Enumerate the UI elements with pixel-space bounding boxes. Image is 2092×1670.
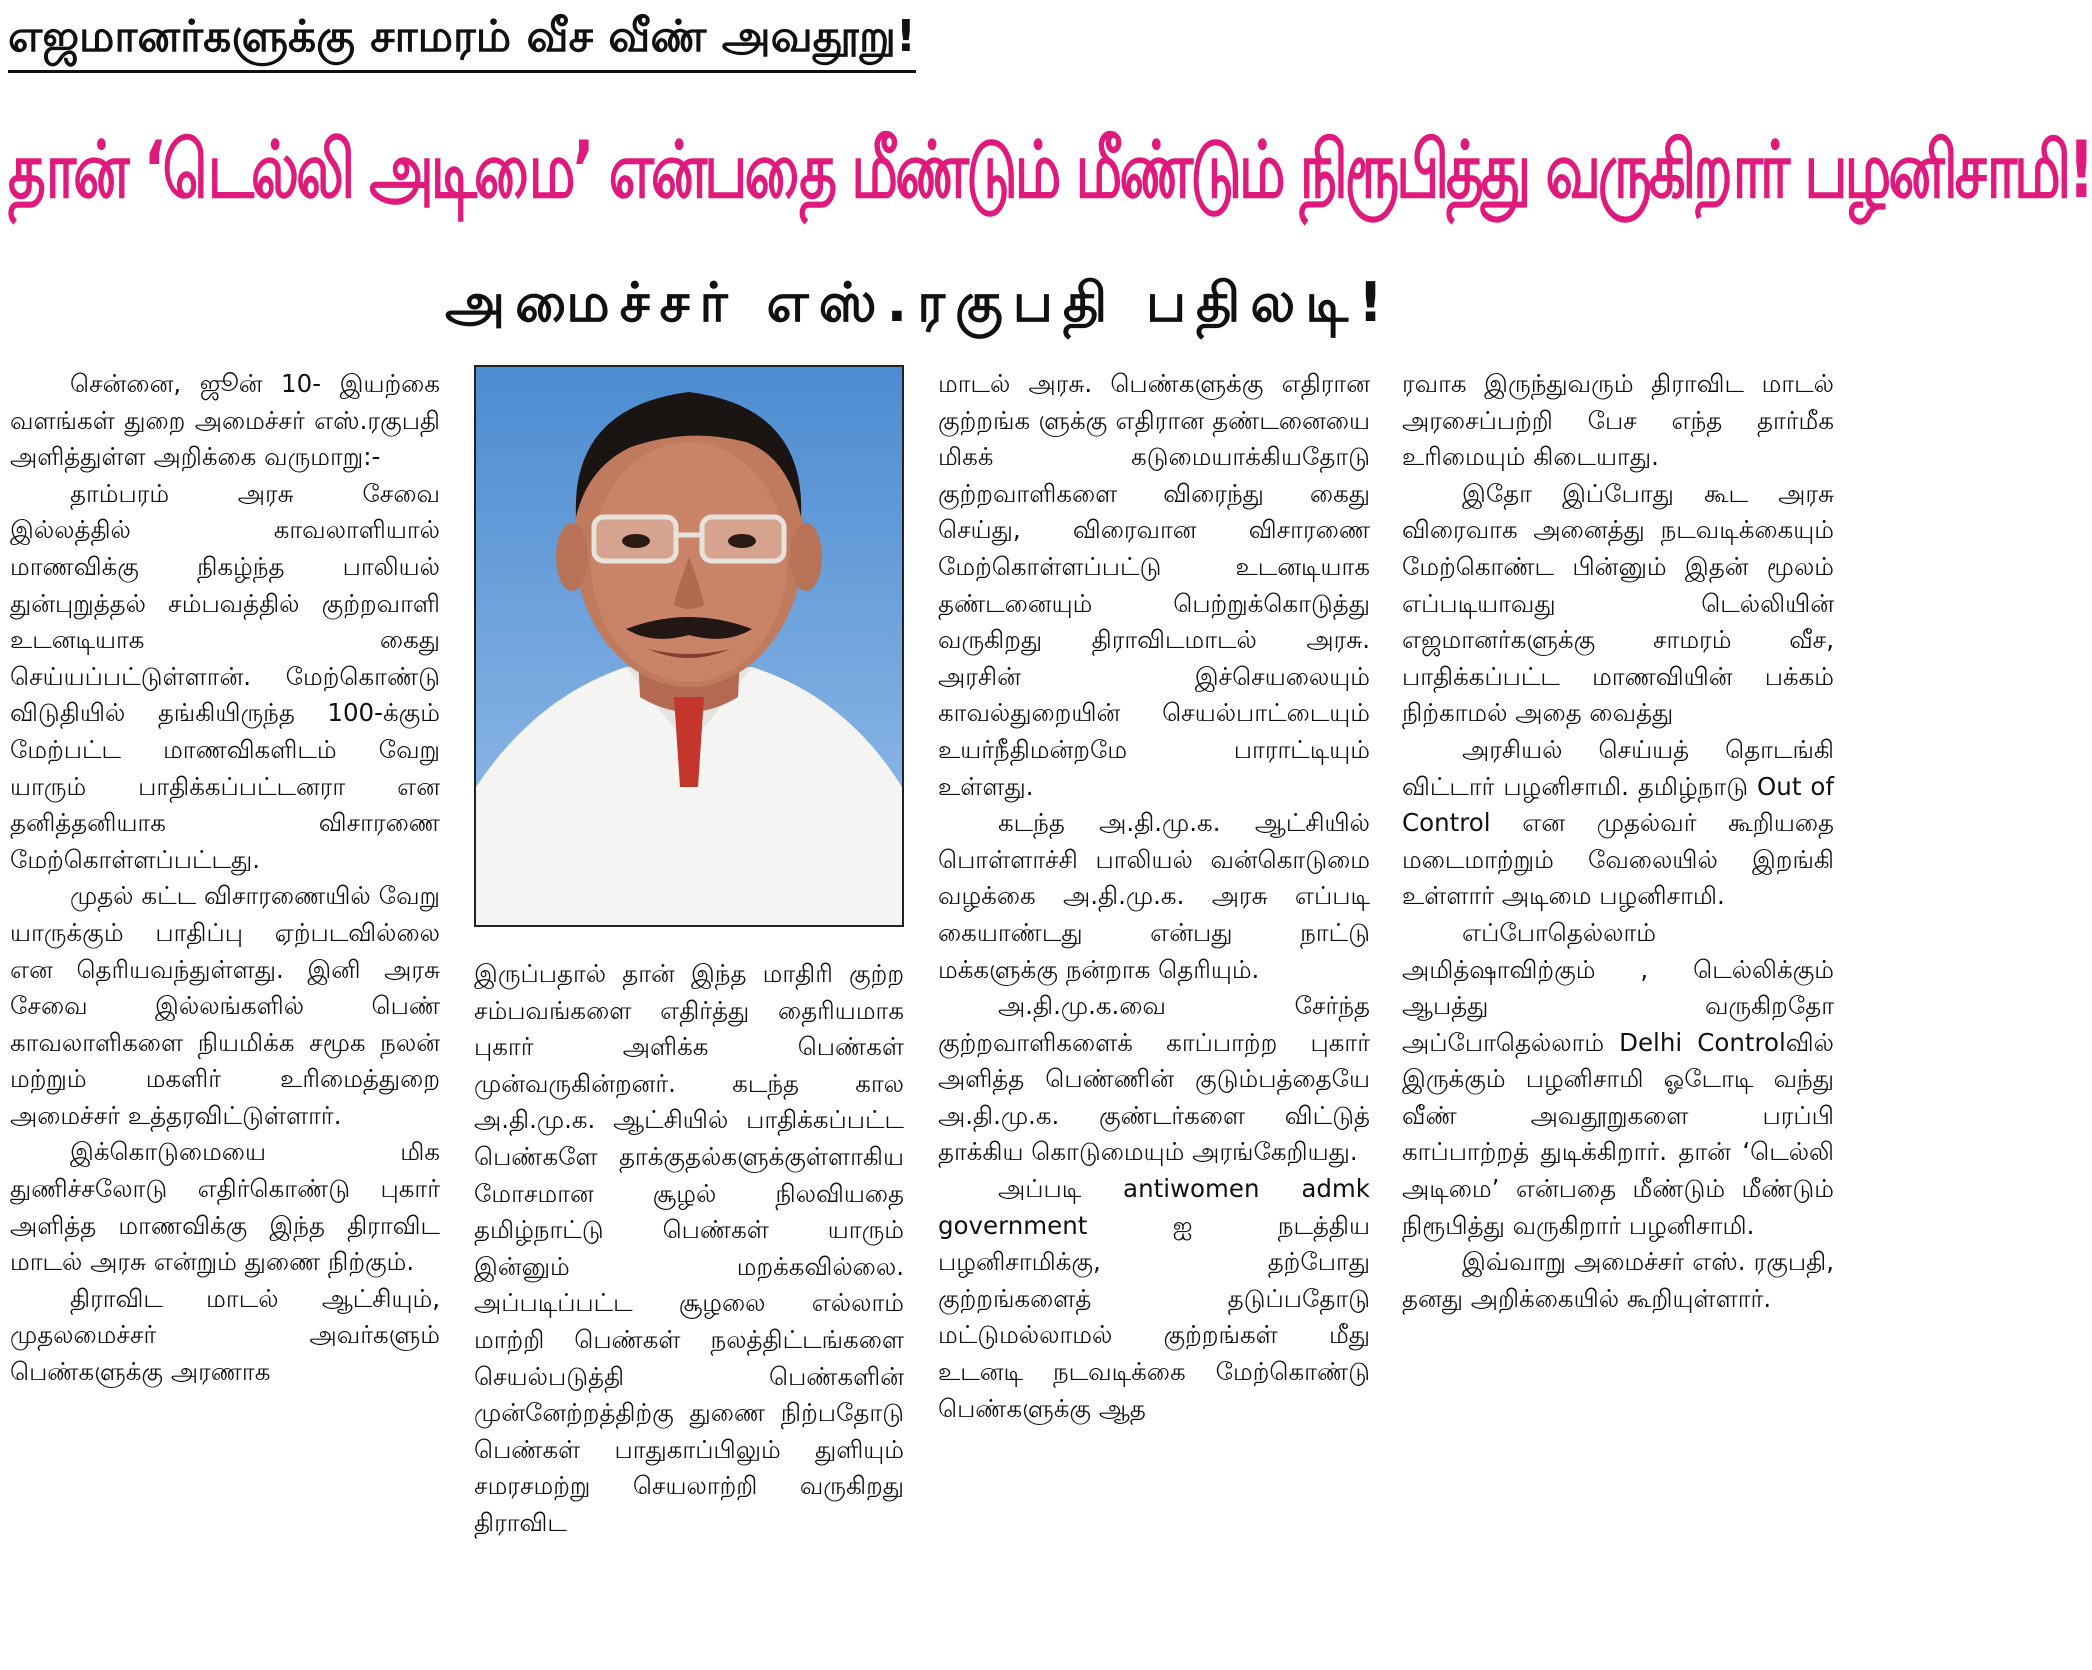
paragraph: அரசியல் செய்யத் தொடங்கி விட்டார் பழனிசாமி. தமிழ்நாடு Out of Control என முதல்வர் கூறியதை மடைமாற்றும் வேலையில் இறங்கி உள்ளார் அடிமை பழனிசாமி. [1402, 734, 1834, 911]
paragraph: தாம்பரம் அரசு சேவை இல்லத்தில் காவலாளியால் மாணவிக்கு நிகழ்ந்த பாலியல் துன்புறுத்தல் சம்பவத்தில் குற்றவாளி உடனடியாக கைது செய்யப்பட்டுள்ளான். மேற்கொண்டு விடுதியில் தங்கியிருந்த 100-க்கும் மேற்பட்ட மாணவிகளிடம் வேறு யாரும் பாதிக்கப்பட்டனரா என தனித்தனியாக விசாரணை மேற்கொள்ளப்பட்டது. [10, 478, 440, 874]
kicker-headline: எஜமானர்களுக்கு சாமரம் வீச வீண் அவதூறு! [8, 6, 916, 73]
paragraph: கடந்த அ.தி.மு.க. ஆட்சியில் பொள்ளாச்சி பாலியல் வன்கொடுமை வழக்கை அ.தி.மு.க. அரசு எப்படி கையாண்டது என்பது நாட்டு மக்களுக்கு நன்றாக தெரியும். [938, 808, 1370, 984]
paragraph: அப்படி antiwomen admk government ஐ நடத்திய பழனிசாமிக்கு, தற்போது குற்றங்களைத் தடுப்பதோடு மட்டுமல்லாமல் குற்றங்கள் மீது உடனடி நடவடிக்கை மேற்கொண்டு பெண்களுக்கு ஆத [938, 1174, 1370, 1423]
paragraph: முதல் கட்ட விசாரணையில் வேறு யாருக்கும் பாதிப்பு ஏற்படவில்லை என தெரியவந்துள்ளது. இனி அரசு சேவை இல்லங்களில் பெண் காவலாளிகளை நியமிக்க சமூக நலன் மற்றும் மகளிர் உரிமைத்துறை அமைச்சர் உத்தரவிட்டுள்ளார். [10, 881, 440, 1130]
paragraph: இக்கொடுமையை மிக துணிச்சலோடு எதிர்கொண்டு புகார் அளித்த மாணவிக்கு இந்த திராவிட மாடல் அரசு என்றும் துணை நிற்கும். [10, 1137, 440, 1277]
article-column-4 [1402, 366, 1834, 1317]
paragraph: இவ்வாறு அமைச்சர் எஸ். ரகுபதி, தனது அறிக்கையில் கூறியுள்ளார். [1402, 1247, 1834, 1313]
paragraph: திராவிட மாடல் ஆட்சியும், முதலமைச்சர் அவர்களும் பெண்களுக்கு அரணாக [10, 1283, 440, 1387]
main-headline: தான் ‘டெல்லி அடிமை’ என்பதை மீண்டும் மீண்டும் நிரூபித்து வருகிறார் பழனிசாமி! [8, 124, 2092, 216]
paragraph: அ.தி.மு.க.வை சேர்ந்த குற்றவாளிகளைக் காப்பாற்ற புகார் அளித்த பெண்ணின் குடும்பத்தையே அ.தி.மு.க. குண்டர்களை விட்டுத் தாக்கிய கொடுமையும் அரங்கேறியது. [938, 991, 1370, 1167]
paragraph: சென்னை, ஜூன் 10- இயற்கை வளங்கள் துறை அமைச்சர் எஸ்.ரகுபதி அளித்துள்ள அறிக்கை வருமாறு:- [10, 369, 440, 472]
article-column-1 [10, 366, 440, 1391]
paragraph: எப்போதெல்லாம் அமித்ஷாவிற்கும் , டெல்லிக்கும் ஆபத்து வருகிறதோ அப்போதெல்லாம் Delhi Controlவில் இருக்கும் பழனிசாமி ஓடோடி வந்து வீண் அவதூறுகளை பரப்பி காப்பாற்றத் துடிக்கிறார். தான் ‘டெல்லி அடிமை’ என்பதை மீண்டும் மீண்டும் நிரூபித்து வருகிறார் பழனிசாமி. [1402, 917, 1834, 1240]
paragraph: இதோ இப்போது கூட அரசு விரைவாக அனைத்து நடவடிக்கையும் மேற்கொண்ட பின்னும் இதன் மூலம் எப்படியாவது டெல்லியின் எஜமானர்களுக்கு சாமரம் வீச, பாதிக்கப்பட்ட மாணவியின் பக்கம் நிற்காமல் அதை வைத்து [1402, 478, 1834, 728]
portrait-illustration [476, 367, 902, 925]
paragraph: ரவாக இருந்துவரும் திராவிட மாடல் அரசைப்பற்றி பேச எந்த தார்மீக உரிமையும் கிடையாது. [1402, 369, 1834, 472]
paragraph: இருப்பதால் தான் இந்த மாதிரி குற்ற சம்பவங்களை எதிர்த்து தைரியமாக புகார் அளிக்க பெண்கள் முன்வருகின்றனர். கடந்த கால அ.தி.மு.க. ஆட்சியில் பாதிக்கப்பட்ட பெண்களே தாக்குதல்களுக்குள்ளாகிய மோசமான சூழல் நிலவியதை தமிழ்நாட்டு பெண்கள் யாரும் இன்னும் மறக்கவில்லை. அப்படிப்பட்ட சூழலை எல்லாம் மாற்றி பெண்கள் நலத்திட்டங்களை செயல்படுத்தி பெண்களின் முன்னேற்றத்திற்கு துணை நிற்பதோடு பெண்கள் பாதுகாப்பிலும் துளியும் சமரசமற்று செயலாற்றி வருகிறது திராவிட [474, 959, 904, 1537]
article-column-3 [938, 366, 1370, 1427]
article-column-2 [474, 956, 904, 1542]
minister-portrait-photo [474, 365, 904, 927]
subheadline: அமைச்சர் எஸ்.ரகுபதி பதிலடி! [445, 271, 1393, 334]
paragraph: மாடல் அரசு. பெண்களுக்கு எதிரான குற்றங்க ளுக்கு எதிரான தண்டனையை மிகக் கடுமையாக்கியதோடு குற்றவாளிகளை விரைந்து கைது செய்து, விரைவான விசாரணை மேற்கொள்ளப்பட்டு உடனடியாக தண்டனையும் பெற்றுக்கொடுத்து வருகிறது திராவிடமாடல் அரசு. அரசின் இச்செயலையும் காவல்துறையின் செயல்பாட்டையும் உயர்நீதிமன்றமே பாராட்டியும் உள்ளது. [938, 369, 1370, 801]
